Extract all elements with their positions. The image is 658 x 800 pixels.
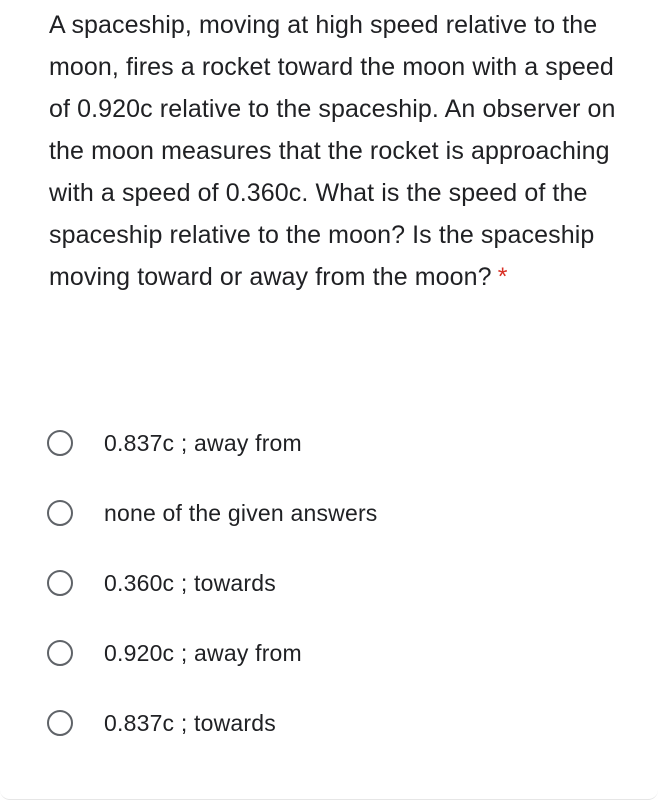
option-label: 0.920c ; away from <box>104 640 302 666</box>
option-0360c-towards[interactable] <box>47 563 627 633</box>
option-label: 0.837c ; away from <box>104 430 302 456</box>
option-0920c-away-from[interactable] <box>47 633 627 703</box>
radio-button[interactable] <box>47 500 73 526</box>
question-text: A spaceship, moving at high speed relative to the moon, fires a rocket toward the moon with a speed of 0.920c relative to the spaceship. An observer on the moon measures that the rocket is approaching with a speed of 0.360c. What is the speed of the spaceship relative to the moon? Is the spaceship moving toward or away from the moon? <box>49 11 616 291</box>
radio-button[interactable] <box>47 570 73 596</box>
option-none-of-the-given-answers[interactable] <box>47 493 627 563</box>
radio-button[interactable] <box>47 430 73 456</box>
required-asterisk: * <box>497 263 508 291</box>
option-label: 0.360c ; towards <box>104 570 276 596</box>
question-title <box>49 4 624 298</box>
radio-button[interactable] <box>47 710 73 736</box>
radio-button[interactable] <box>47 640 73 666</box>
answer-options <box>47 423 627 773</box>
option-label: none of the given answers <box>104 500 378 526</box>
option-label: 0.837c ; towards <box>104 710 276 736</box>
option-0837c-away-from[interactable] <box>47 423 627 493</box>
option-0837c-towards[interactable] <box>47 703 627 773</box>
